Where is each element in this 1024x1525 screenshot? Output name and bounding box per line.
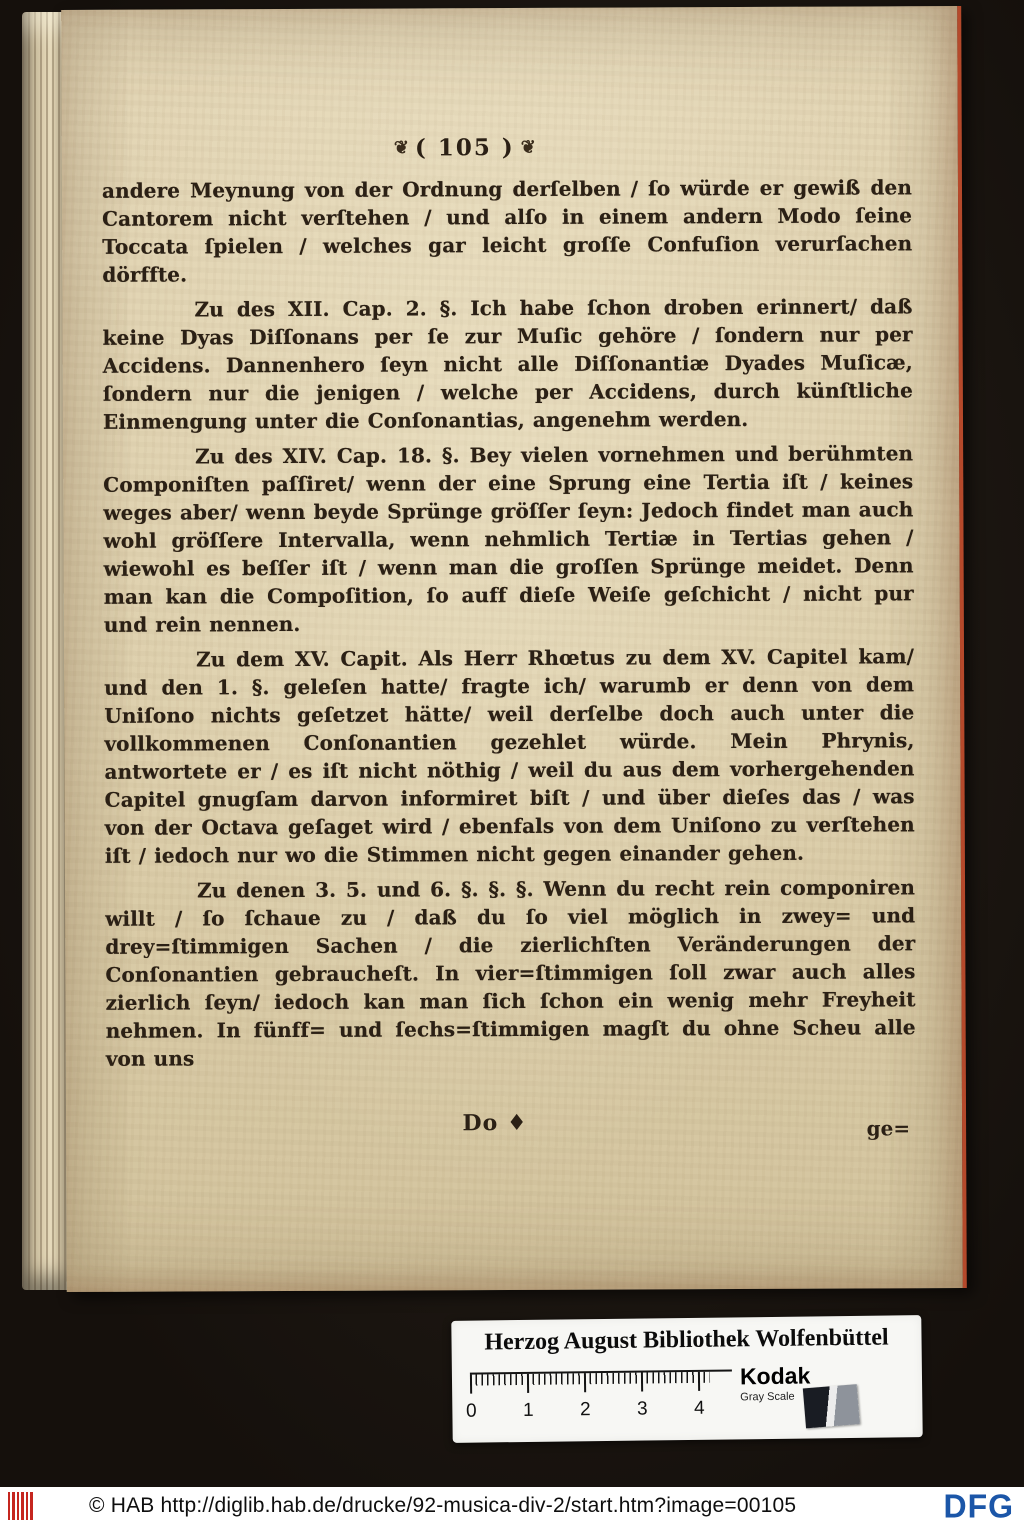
paragraph: Zu des XII. Cap. 2. §. Ich habe ſchon droben erinnert/ daß keine Dyas Diſſonans per ſe zur Muſic gehöre / ſondern nur per Accidens. Dannenhero ſeyn nicht alle Diſſonantiæ Dyades Muſicæ, ſondern nur die jenigen / welche per Accidens, durch künſtliche Einmengung unter die Conſonantias, angenehm werden. [102, 294, 913, 434]
ruler-number: 3 [636, 1398, 648, 1420]
gray-scale-chip [803, 1384, 860, 1428]
ruler-major-tick [584, 1373, 586, 1392]
ruler-minor-ticks [470, 1372, 710, 1386]
copyright-url: © HAB http://diglib.hab.de/drucke/92-musica-div-2/start.htm?image=00105 [89, 1494, 797, 1517]
paragraph: Zu dem XV. Capit. Als Herr Rhœtus zu dem XV. Capitel kam/ und den 1. §. geleſen hatte/ fragte ich/ warumb er denn von dem Uniſono nichts geſetzet hätte/ weil derſelbe doch auch unter die vollkommenen Conſonantien gezehlet würde. Mein Phrynis, antwortete er / es iſt nicht nöthig / weil du aus dem vorhergehenden Capitel gnugſam darvon informiret biſt / und über dieſes das / was von der Octava geſaget wird / ebenfals von dem Uniſono zu verſtehen iſt / iedoch nur wo die Stimmen nicht gegen einander gehen. [104, 644, 915, 868]
dfg-logo: DFG [943, 1486, 1014, 1525]
footer-bar [0, 1487, 1024, 1525]
ruler-number: 2 [579, 1399, 591, 1421]
ruler-number: 1 [522, 1399, 534, 1422]
gray-scale-caption: Gray Scale [740, 1390, 795, 1404]
ruler-number: 0 [465, 1400, 477, 1422]
signature-line [106, 1108, 916, 1146]
paragraph: Zu denen 3. 5. und 6. §. §. §. Wenn du recht rein componiren willt / ſo ſchaue zu / daß du ſo viel möglich in zwey= und drey=ſtimmigen Sachen / die zierlichſten Veränderungen der Conſonantien gebraucheſt. In vier=ſtimmigen ſoll zwar auch alles zierlich ſeyn/ iedoch kan man ſich ſchon ein wenig mehr Freyheit nehmen. In fünff= und ſechs=ſtimmigen magſt du ohne Scheu alle von uns [105, 875, 916, 1071]
ruler-number: 4 [693, 1397, 705, 1419]
page-number: ( 105 ) [414, 133, 515, 162]
scanned-page [61, 6, 967, 1292]
gray-scale-strip [452, 1359, 923, 1443]
paragraph: Zu des XIV. Cap. 18. §. Bey vielen vornehmen und berühmten Componiſten paſſiret/ wenn der eine Sprung eine Tertia iſt / keines weges aber/ wenn beyde Sprünge gröſſer ſeyn: Jedoch findet man auch wohl gröſſere Intervalla, wenn nehmlich Tertiæ in Tertias gehen / wiewohl es beſſer iſt / wenn man die groſſen Sprünge meidet. Denn man kan die Compoſition, ſo auff dieſe Weiſe geſchicht / nicht pur und rein nennen. [103, 441, 914, 637]
page-header [60, 132, 870, 163]
gathering-signature: Do ♦ [462, 1109, 528, 1137]
ruler-major-tick [527, 1374, 529, 1393]
ruler [465, 1369, 733, 1436]
kodak-logo: Kodak [739, 1362, 811, 1390]
ruler-major-tick [698, 1372, 700, 1391]
library-label [451, 1315, 922, 1443]
ruler-major-tick [641, 1373, 643, 1392]
ruler-major-tick [470, 1375, 472, 1394]
color-barcode-icon [8, 1492, 35, 1520]
fleuron-right-icon: ❦ [520, 136, 536, 158]
library-name: Herzog August Bibliothek Wolfenbüttel [484, 1324, 889, 1356]
paragraph: andere Meynung von der Ordnung derſelben / ſo würde er gewiß den Cantorem nicht verſtehen / und alſo in einem andern Modo ſeine Toccata ſpielen / welches gar leicht groſſe Confuſion verurſachen dörffte. [101, 175, 913, 287]
catchword: ge= [866, 1116, 911, 1141]
body-text [102, 173, 916, 1073]
fleuron-left-icon: ❦ [393, 137, 409, 159]
page-content [102, 132, 916, 1080]
